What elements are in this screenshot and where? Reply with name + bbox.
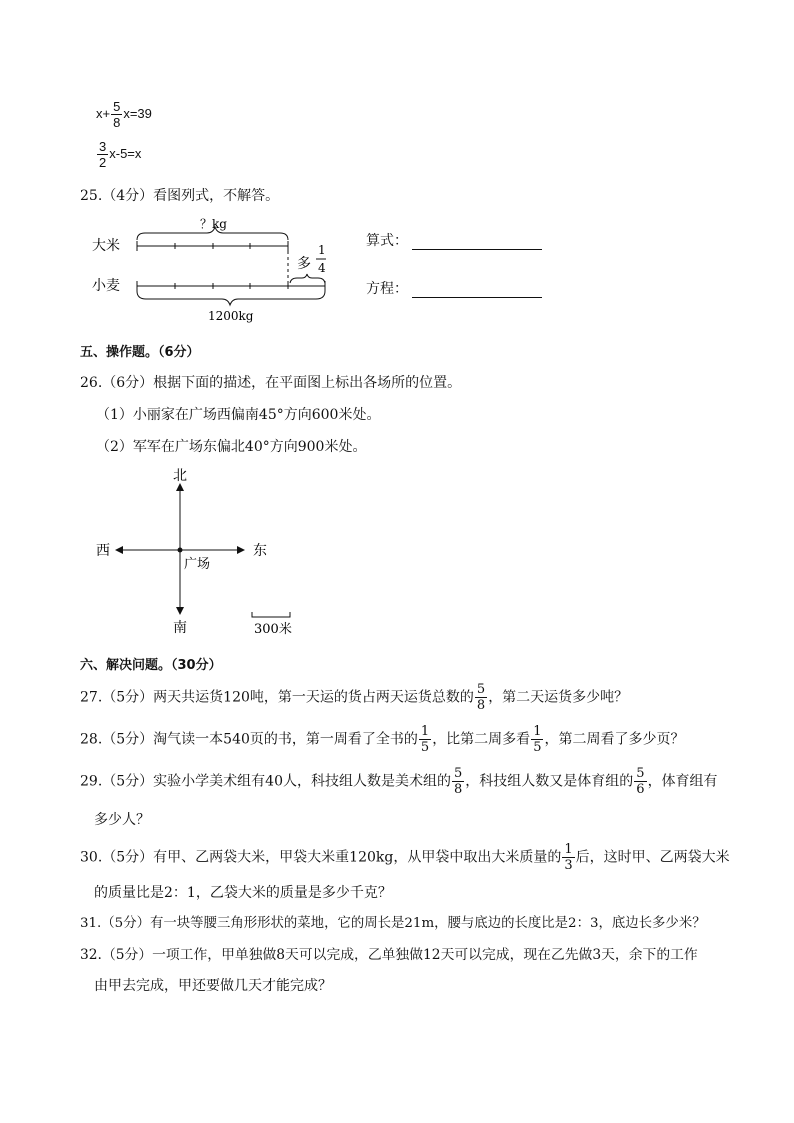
q26-item-2: （2）军军在广场东偏北40°方向900米处。 [96,439,367,455]
section-6-title: 六、解决问题。（30分） [80,658,222,673]
equation-field[interactable]: 方程： [366,278,542,298]
q26-header: 26.（6分）根据下面的描述，在平面图上标出各场所的位置。 [80,375,462,391]
scale-label: 300米 [254,622,292,637]
svg-text:1: 1 [318,243,326,257]
wheat-label: 小麦 [92,278,120,294]
plaza-label: 广场 [184,557,211,572]
q27: 27.（5分）两天共运货120吨，第一天运的货占两天运货总数的 $\frac{5}{8}$ ，第二天运货多少吨？ [80,682,629,713]
north-label: 北 [173,468,187,484]
q25-header: 25.（4分）看图列式，不解答。 [80,188,280,204]
equation-2: $\frac{3}{2}$ x-5=x [99,139,142,170]
q25-line-diagram [80,210,360,325]
bottom-brace [137,291,325,305]
section-5-title: 五、操作题。（6分） [80,345,200,360]
q32: 32.（5分）一项工作，甲单独做8天可以完成，乙单独做12天可以完成，现在乙先做3天，余下的工作 [80,947,698,963]
compass-map [88,462,308,640]
q31: 31.（5分）有一块等腰三角形形状的菜地，它的周长是21m，腰与底边的长度比是2：3，底边长多少米？ [80,916,706,931]
q30: 30.（5分）有甲、乙两袋大米，甲袋大米重120kg，从甲袋中取出大米质量的 $\frac{1}{3}$ 后，这时甲、乙两袋大米 [80,842,730,873]
plaza-point [178,548,183,553]
more-label: 多 [297,256,311,272]
rice-label: 大米 [92,238,120,254]
more-brace [290,274,325,283]
scale-bar [252,612,290,617]
total-label: 1200kg [208,309,254,323]
q28: 28.（5分）淘气读一本540页的书，第一周看了全书的 $\frac{1}{5}$ ，比第二周多看 $\frac{1}{5}$ ，第二周看了多少页？ [80,724,685,755]
q32-continued: 由甲去完成，甲还要做几天才能完成？ [94,978,332,994]
east-label: 东 [253,543,267,559]
unknown-label: ？kg [200,217,227,231]
q29-continued: 多少人？ [94,812,150,828]
west-label: 西 [96,543,110,559]
formula-field[interactable]: 算式： [366,230,542,250]
q26-item-1: （1）小丽家在广场西偏南45°方向600米处。 [96,407,381,423]
q30-continued: 的质量比是2：1，乙袋大米的质量是多少千克？ [94,885,392,901]
south-label: 南 [173,620,187,636]
equation-1: x+ $\frac{5}{8}$ x=39 [96,99,152,130]
q29: 29.（5分）实验小学美术组有40人，科技组人数是美术组的 $\frac{5}{8}$ ，科技组人数又是体育组的 $\frac{5}{6}$ ，体育组有 [80,766,718,797]
svg-text:4: 4 [318,261,326,275]
